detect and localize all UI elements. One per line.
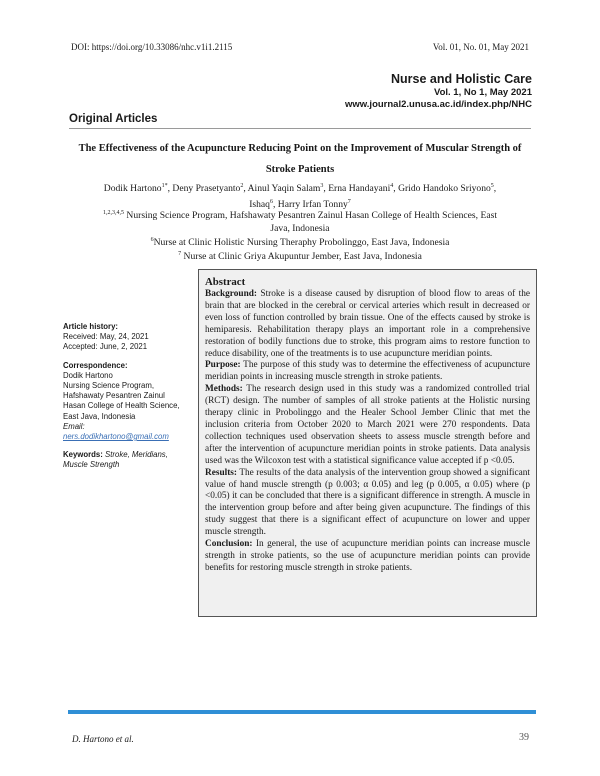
background-label: Background: <box>205 289 258 299</box>
conclusion-label: Conclusion: <box>205 539 253 550</box>
results-text: The results of the data analysis of the intervention group showed a significant value of hand muscle strength (p 0.003; α 0.05) and leg (p 0.005, α 0.05) where (p <0.05) it can be concluded that there is a significant difference in strength. A muscle in the intervention group before and after being given acupuncture. The findings of this study suggest that there is a significant effect of acupuncture on lower and upper muscle strength. <box>205 467 530 538</box>
keywords <box>63 450 191 470</box>
author-sup: 3 <box>320 183 324 189</box>
keywords-heading: Keywords: <box>63 450 103 460</box>
correspondence-line: East Java, Indonesia <box>63 411 136 421</box>
affiliation-3 <box>60 248 540 263</box>
affiliation-sup: 6 <box>150 237 154 243</box>
footer-author: D. Hartono et al. <box>72 734 134 744</box>
affiliation-text: Nurse at Clinic Holistic Nursing Theraphy Probolinggo, East Java, Indonesia <box>153 237 450 249</box>
received-date: Received: May, 24, 2021 <box>63 332 149 342</box>
methods-label: Methods: <box>205 384 243 395</box>
journal-block <box>345 72 532 111</box>
title-line-2: Stroke Patients <box>265 164 335 175</box>
volume-issue-text: Vol. 01, No. 01, May 2021 <box>432 42 529 52</box>
purpose-label: Purpose: <box>205 360 241 371</box>
purpose-text: The purpose of this study was to determine the effectiveness of acupuncture meridian points in increasing muscle strength in stroke patients. <box>205 360 530 383</box>
article-info-sidebar <box>63 322 191 471</box>
author-sup: 7 <box>347 198 351 205</box>
journal-name: Nurse and Holistic Care <box>390 72 532 86</box>
correspondence-line: Hafshawaty Pesantren Zainul <box>63 391 165 401</box>
abstract-conclusion <box>205 539 530 575</box>
section-divider <box>69 128 531 129</box>
affiliation-text: Nursing Science Program, Hafshawaty Pesantren Zainul Hasan College of Health Sciences, East <box>124 210 497 222</box>
author-line-1 <box>60 180 540 196</box>
spacer <box>63 442 191 450</box>
affiliation-1-line-2: Java, Indonesia <box>270 223 330 235</box>
article-title <box>60 138 540 180</box>
correspondence-line: Dodik Hartono <box>63 370 113 380</box>
author: , Ainul Yaqin Salam <box>243 183 321 195</box>
abstract-background <box>205 289 530 360</box>
affiliation-sup: 1,2,3,4,5 <box>103 210 124 216</box>
methods-text: The research design used in this study was a randomized controlled trial (RCT) design. The number of samples of all stroke patients at the Holistic nursing therapy clinic in Probolinggo and the Healer School Jember Clinic that met the inclusion criteria from October 2020 to March 2021 were 270 respondents. Data collection techniques used observation sheets to assess muscle strength before and after the intervention of acupuncture meridian points in stroke patients. Data analysis used was the Wilcoxon test with a statistical significance value accepted if p <0.05. <box>205 384 530 466</box>
abstract-heading: Abstract <box>205 276 246 288</box>
author: Dodik Hartono <box>103 183 162 195</box>
email-link[interactable]: ners.dodikhartono@gmail.com <box>63 432 169 442</box>
author-sup: 4 <box>390 183 394 189</box>
journal-url[interactable]: www.journal2.unusa.ac.id/index.php/NHC <box>344 99 532 110</box>
section-label: Original Articles <box>69 113 158 125</box>
author: , Deny Prasetyanto <box>167 183 241 195</box>
affiliation-1-line-1 <box>60 207 540 222</box>
author: , Harry Irfan Tonny <box>272 198 348 210</box>
abstract-box <box>198 269 537 617</box>
conclusion-text: In general, the use of acupuncture meridian points can increase muscle strength in stroke patients, so the use of acupuncture meridian points can provide benefits for restoring muscle strength in stroke patients. <box>205 539 530 573</box>
author-sup: 5 <box>490 183 494 189</box>
abstract-purpose <box>205 360 530 384</box>
footer-bar <box>68 710 536 714</box>
affiliation-1 <box>60 207 540 235</box>
affiliation-2 <box>60 234 540 249</box>
email-label: Email: <box>63 421 85 431</box>
doi-text: DOI: https://doi.org/10.33086/nhc.v1i1.2115 <box>71 42 233 52</box>
correspondence-line: Hasan College of Health Science, <box>63 401 180 411</box>
author-sup: 6 <box>269 198 273 205</box>
author-sup: 1* <box>161 183 168 189</box>
abstract-methods <box>205 384 530 467</box>
author: Ishaq <box>249 198 270 210</box>
correspondence-heading: Correspondence: <box>63 360 128 370</box>
abstract-results <box>205 468 530 539</box>
affiliation-sup: 7 <box>178 251 182 257</box>
spacer <box>63 353 191 361</box>
title-line-1: The Effectiveness of the Acupuncture Reducing Point on the Improvement of Muscular Strength of <box>78 143 522 154</box>
affiliation-text: Nurse at Clinic Griya Akupuntur Jember, East Java, Indonesia <box>181 251 422 263</box>
background-text: Stroke is a disease caused by disruption of blood flow to areas of the brain that are blocked in the cerebral or cervical arteries which result in decreased or even loss of function controlled by brain tissue. One of the effects caused by stroke is hemiparesis. Rehabilitation therapy plays an important role in a comprehensive restoration of bodily functions due to stroke, this program aims to restore function to reduce disability, one of the treatments is to use acupuncture meridian points. <box>205 289 530 359</box>
accepted-date: Accepted: June, 2, 2021 <box>63 342 148 352</box>
author-sup: 2 <box>240 183 244 189</box>
history-heading: Article history: <box>63 322 119 331</box>
keywords-list: Stroke, Meridians, Muscle Strength <box>63 450 168 470</box>
author: , Erna Handayani <box>323 183 391 195</box>
journal-volume: Vol. 1, No 1, May 2021 <box>433 87 532 98</box>
author-separator: , <box>493 183 497 195</box>
correspondence-line: Nursing Science Program, <box>63 381 155 391</box>
author: , Grido Handoko Sriyono <box>393 183 491 195</box>
page-number: 39 <box>519 732 529 743</box>
results-label: Results: <box>205 467 238 478</box>
